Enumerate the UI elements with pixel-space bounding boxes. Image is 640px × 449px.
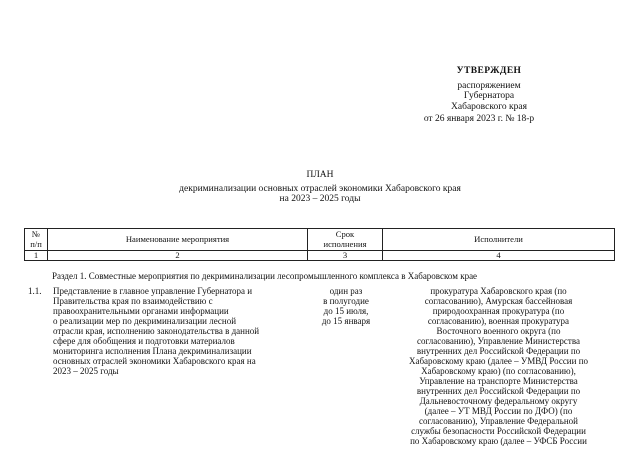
row-term-line: один раз — [329, 286, 363, 296]
number-cell: 3 — [308, 251, 383, 261]
row-executor-line: Хабаровскому краю (далее – УМВД России по — [408, 356, 589, 366]
row-name-line: Представление в главное управление Губернатора и — [53, 286, 253, 296]
row-term-line: до 15 июля, — [323, 306, 369, 316]
row-executor-line: по Хабаровскому краю (далее – УФСБ России — [410, 436, 587, 446]
approval-date: от 26 января 2023 г. № 18-р — [423, 114, 535, 124]
row-executor-line: внутренних дел Российской Федерации по — [416, 346, 581, 356]
table-number-row — [25, 251, 615, 261]
row-executor-line: согласованию), Управление Федеральной — [419, 416, 578, 426]
row-executors — [381, 286, 616, 446]
plan-title-block — [0, 170, 640, 205]
row-term-line: до 15 января — [321, 316, 371, 326]
plan-table — [24, 228, 615, 261]
row-name-line: мониторинга исполнения Плана декриминализации — [53, 346, 252, 356]
header-cell-executors: Исполнители — [383, 229, 615, 251]
row-executor-line: Хабаровскому краю) (по согласованию), — [421, 366, 576, 376]
row-executor-line: Управление на транспорте Министерства — [419, 376, 578, 386]
approval-block — [389, 66, 589, 125]
plan-subtitle-1: декриминализации основных отраслей экономики Хабаровского края — [179, 183, 461, 194]
number-cell: 4 — [383, 251, 615, 261]
row-name — [53, 286, 303, 376]
row-name-line: Правительства края по взаимодействию с — [53, 296, 213, 306]
row-executor-line: службы безопасности Российской Федерации — [411, 426, 586, 436]
row-executor-line: согласованию), Амурская бассейновая — [424, 296, 573, 306]
plan-title: ПЛАН — [306, 170, 334, 180]
row-number: 1.1. — [28, 286, 42, 296]
row-executor-line: согласованию), Управление Министерства — [416, 336, 580, 346]
row-name-line: отрасли края, исполнению законодательства в данной — [53, 326, 260, 336]
row-name-line: 2023 – 2025 годы — [53, 366, 119, 376]
header-cell-number: № п/п — [25, 229, 48, 251]
approval-line-1: распоряжением — [457, 80, 521, 91]
table-header-row — [25, 229, 615, 251]
row-term-line: в полугодие — [323, 296, 369, 306]
header-cell-name: Наименование мероприятия — [48, 229, 308, 251]
approval-line-2: Губернатора — [463, 91, 515, 101]
number-cell: 2 — [48, 251, 308, 261]
row-executor-line: Восточного военного округа (по — [436, 326, 561, 336]
row-name-line: правоохранительными органами информации — [53, 306, 229, 316]
row-executor-line: Дальневосточному федеральному округу — [419, 396, 578, 406]
row-executor-line: природоохранная прокуратура (по — [432, 306, 565, 316]
row-name-line: о реализации мер по декриминализации лесной — [53, 316, 237, 326]
number-cell: 1 — [25, 251, 48, 261]
approval-heading: УТВЕРЖДЕН — [456, 66, 522, 76]
header-cell-term: Срок исполнения — [308, 229, 383, 251]
plan-subtitle-2: на 2023 – 2025 годы — [279, 194, 361, 204]
row-executor-line: согласованию), военная прокуратура — [427, 316, 570, 326]
row-executor-line: прокуратура Хабаровского края (по — [430, 286, 567, 296]
row-term — [312, 286, 380, 326]
row-executor-line: внутренних дел Российской Федерации по — [416, 386, 581, 396]
row-executor-line: (далее – УТ МВД России по ДФО) (по — [424, 406, 573, 416]
approval-line-3: Хабаровского края — [451, 101, 527, 112]
row-name-line: основных отраслей экономики Хабаровского края на — [53, 356, 256, 366]
row-name-line: сфере для обобщения и подготовки материалов — [53, 336, 235, 346]
section-title: Раздел 1. Совместные мероприятия по декриминализации лесопромышленного комплекса в Хабаровском крае — [52, 271, 478, 281]
